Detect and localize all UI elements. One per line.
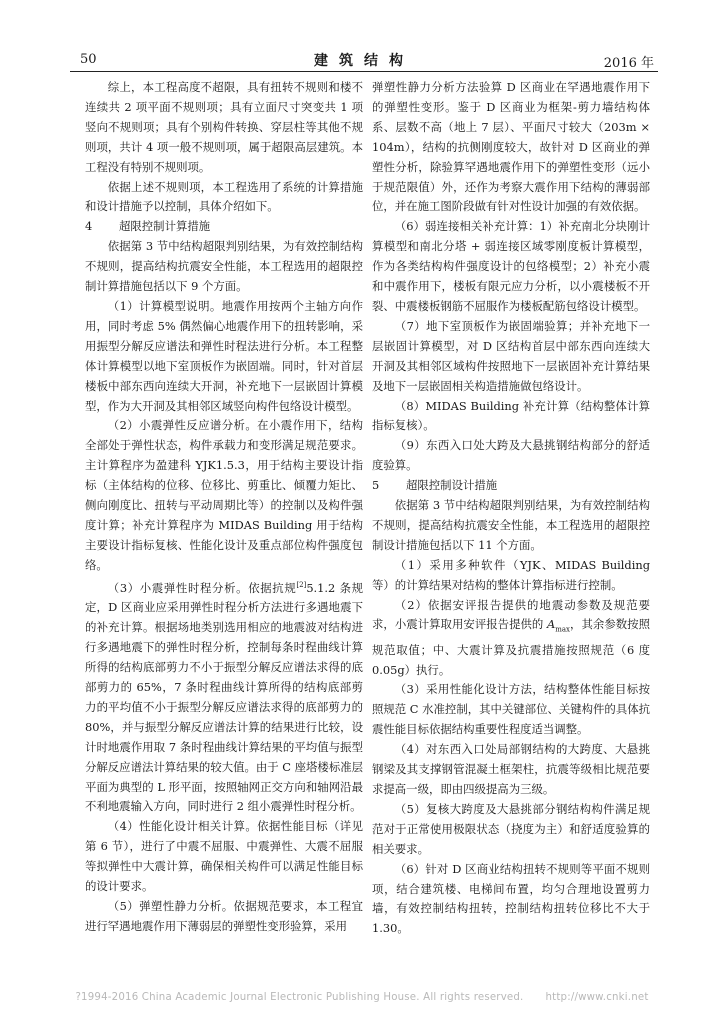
paragraph <box>85 576 363 818</box>
paragraph <box>372 596 650 681</box>
paragraph: （7）地下室顶板作为嵌固端验算；并补充地下一层嵌固计算模型，对 D 区结构首层中部东西向连续大开洞及其相邻区域构件按照地下一层嵌固补充计算结果及地下一层嵌固相关构造措施做包络设计。 <box>372 318 650 393</box>
citation-ref[interactable]: [2] <box>296 580 307 589</box>
paragraph-text: （3）小震弹性时程分析。依据抗规 <box>107 580 297 595</box>
paragraph: （2）小震弹性反应谱分析。在小震作用下，结构全部处于弹性状态，构件承载力和变形满足规范要求。主计算程序为盈建科 YJK1.5.3，用于结构主要设计指标（主体结构的位移、位移比、剪重比、倾覆力矩比、侧向刚度比、扭转与平动周期比等）的控制以及构件强度计算；补充计算程序为 MIDAS Building 用于结构主要设计指标复核、性能化设计及重点部位构件强度包络。 <box>85 418 363 572</box>
publication-year: 2016 年 <box>603 56 654 71</box>
amax-subscript: max <box>555 625 571 634</box>
paragraph: （1）采用多种软件（YJK、MIDAS Building 等）的计算结果对结构的整体计算指标进行控制。 <box>372 557 650 592</box>
paragraph: 依据第 3 节中结构超限判别结果，为有效控制结构不规则，提高结构抗震安全性能，本工程选用的超限控制设计措施包括以下 11 个方面。 <box>372 498 650 552</box>
page-number: 50 <box>80 52 97 67</box>
paragraph: （8）MIDAS Building 补充计算（结构整体计算指标复核）。 <box>372 398 650 433</box>
section-title: 超限控制计算措施 <box>119 219 211 234</box>
paragraph: （5）复核大跨度及大悬挑部分钢结构构件满足规范对于正常使用极限状态（挠度为主）和舒适度验算的相关要求。 <box>372 801 650 856</box>
paragraph: （4）对东西入口处局部钢结构的大跨度、大悬挑钢梁及其支撑钢管混凝土框架柱，抗震等级相比规范要求提高一级，即由四级提高为三级。 <box>372 742 650 796</box>
paragraph: （1）计算模型说明。地震作用按两个主轴方向作用，同时考虑 5% 偶然偏心地震作用下的扭转影响，采用振型分解反应谱法和弹性时程法进行分析。本工程整体计算模型以地下室顶板作为嵌固端。同时，针对首层楼板中部东西向连续大开洞，补充地下一层嵌固计算模型，作为大开洞及其相邻区域竖向构件包络设计模型。 <box>85 298 363 413</box>
paragraph: （9）东西入口处大跨及大悬挑钢结构部分的舒适度验算。 <box>372 438 650 473</box>
section-title: 超限控制设计措施 <box>406 478 498 493</box>
paragraph: 依据上述不规则项，本工程选用了系统的计算措施和设计措施予以控制，具体介绍如下。 <box>85 179 363 214</box>
section-heading-5 <box>372 476 650 496</box>
paragraph: （6）针对 D 区商业结构扭转不规则等平面不规则项，结合建筑楼、电梯间布置，均匀合理地设置剪力墙，有效控制结构扭转，控制结构扭转位移比不大于 1.30。 <box>372 861 650 936</box>
paragraph: （6）弱连接相关补充计算：1）补充南北分块刚计算模型和南北分塔 + 弱连接区域零刚度板计算模型，作为各类结构构件强度设计的包络模型；2）补充小震和中震作用下，楼板有限元应力分析，以小震楼板不开裂、中震楼板钢筋不屈服作为楼板配筋包络设计模型。 <box>372 219 650 313</box>
left-column <box>85 78 363 937</box>
section-heading-4 <box>85 217 363 237</box>
paragraph: 综上，本工程高度不超限，具有扭转不规则和楼不连续共 2 项平面不规则项；具有立面尺寸突变共 1 项竖向不规则项；具有个别构件转换、穿层柱等其他不规则项，共计 4 项一般不规则项，属于超限高层建筑。本工程没有特别不规则项。 <box>85 80 363 174</box>
paragraph: （5）弹塑性静力分析。依据规范要求，本工程宜进行罕遇地震作用下薄弱层的弹塑性变形验算，采用 <box>85 898 363 933</box>
footer-url[interactable]: http://www.cnki.net <box>545 992 649 1003</box>
section-number: 5 <box>372 478 380 493</box>
paragraph-text: ，其余参数按照规范取值；中、大震计算及抗震措施按照规范（6 度 0.05g）执行。 <box>372 617 650 677</box>
journal-title: 建筑结构 <box>314 53 414 69</box>
copyright-footer <box>0 992 724 1003</box>
page-header <box>70 44 658 72</box>
paragraph: 依据第 3 节中结构超限判别结果，为有效控制结构不规则，提高结构抗震安全性能，本工程选用的超限控制计算措施包括以下 9 个方面。 <box>85 239 363 294</box>
section-number: 4 <box>85 219 93 234</box>
paragraph-text: （2）依据安评报告提供的地震动参数及规范要求，小震计算取用安评报告提供的 <box>372 597 650 632</box>
paragraph-text: 5.1.2 条规定，D 区商业应采用弹性时程分析方法进行多遇地震下的补充计算。根据场地类别选用相应的地震波对结构进行多遇地震下的弹性时程分析，控制每条时程曲线计算所得的结构底部剪力不小于振型分解反应谱法求得的底部剪力的 65%，7 条时程曲线计算所得的结构底部剪力的平均值不小于振型分解反应谱法求得的底部剪力的 80%，并与振型分解反应谱法计算的结果进行比较，设计时地震作用取 7 条时程曲线计算结果的平均值与振型分解反应谱法计算结果的较大值。由于 C 座塔楼标准层平面为典型的 L 形平面，按照轴网正交方向和轴网沿最不利地震输入方向，同时进行 2 组小震弹性时程分析。 <box>85 580 364 814</box>
header-rule <box>70 71 658 72</box>
paragraph: 弹塑性静力分析方法验算 D 区商业在罕遇地震作用下的弹塑性变形。鉴于 D 区商业为框架-剪力墙结构体系、层数不高（地上 7 层）、平面尺寸较大（203m × 104m），结构的抗侧刚度较大，故针对 D 区商业的弹塑性分析，除验算罕遇地震作用下的弹塑性变形（远小于规范限值）外，还作为考察大震作用下结构的薄弱部位，并在施工图阶段做有针对性设计加强的有效依据。 <box>372 80 650 214</box>
amax-symbol: A <box>547 617 556 632</box>
right-column <box>372 78 650 939</box>
copyright-text: ?1994-2016 China Academic Journal Electronic Publishing House. All rights reserved. <box>75 992 524 1003</box>
paragraph: （3）采用性能化设计方法，结构整体性能目标按照规范 C 水准控制，其中关键部位、关键构件的具体抗震性能目标依据结构重要性程度适当调整。 <box>372 682 650 737</box>
paragraph: （4）性能化设计相关计算。依据性能目标（详见第 6 节），进行了中震不屈服、中震弹性、大震不屈服等拟弹性中大震计算，确保相关构件可以满足性能目标的设计要求。 <box>85 819 363 894</box>
